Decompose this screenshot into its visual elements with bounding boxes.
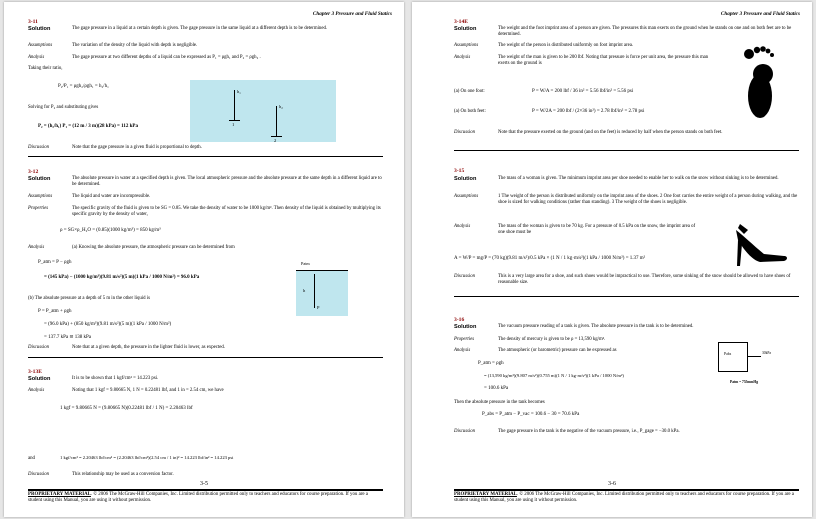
solution-label: Solution bbox=[28, 26, 51, 32]
properties-text: The specific gravity of the fluid is given to be SG = 0.85. We take the density of water to be 1000 kg/m³. Then density of the liquid is obtained by multiplying its specific gravity by the density of water, bbox=[72, 206, 381, 217]
solution-text: The absolute pressure in water at a specified depth is given. The local atmospheric pressure and the absolute pressure at the same depth in a different liquid are to be determined. bbox=[72, 176, 382, 187]
fig-h2: h₂ bbox=[279, 104, 283, 109]
pabs-equation-3: = 137.7 kPa ≅ 138 kPa bbox=[44, 335, 92, 340]
fig-pabs: Pabs bbox=[724, 352, 732, 356]
right-page bbox=[412, 2, 812, 517]
properties-label: Properties bbox=[454, 337, 475, 342]
footer-rule bbox=[28, 489, 383, 491]
area-equation: A = W/P = mg/P = (70 kg)(9.81 m/s²)/0.5 kPa × (1 N / 1 kg·m/s²)(1 kPa / 1000 N/m²) = 1.37 m² bbox=[454, 256, 646, 261]
page-number: 3-5 bbox=[200, 481, 208, 487]
fig-p: P bbox=[317, 305, 320, 310]
assumptions-label: Assumptions bbox=[28, 194, 53, 199]
analysis-label: Analysis bbox=[28, 388, 45, 393]
footer-text: . © 2006 The McGraw-Hill Companies, Inc. Limited distribution permitted only to teachers and educators for course preparation. If you are a student using this Manual, you are using it without permission. bbox=[28, 492, 368, 503]
footer-bold: PROPRIETARY MATERIAL bbox=[454, 492, 517, 497]
then-text: Then the absolute pressure in the tank becomes bbox=[454, 400, 545, 405]
discussion-label: Discussion bbox=[454, 274, 476, 279]
page-header: Chapter 3 Pressure and Fluid Statics bbox=[720, 11, 800, 17]
pabs-equation: P_abs = P_atm − P_vac = 100.6 − 30 = 70.6 kPa bbox=[482, 412, 580, 417]
analysis-text: The weight of the man is given to be 200 lbf. Noting that pressure is force per unit area, the pressure this man exerts on the ground is bbox=[498, 55, 709, 66]
fig-patm: Patm bbox=[301, 261, 310, 266]
fig-patm: Patm = 755mmHg bbox=[730, 380, 758, 384]
discussion-label: Discussion bbox=[28, 145, 50, 150]
discussion-label: Discussion bbox=[454, 429, 476, 434]
and-text: and bbox=[28, 456, 35, 461]
result-equation: P₂ = (h₂/h₁) P₁ = (12 m / 3 m)(28 kPa) = 112 kPa bbox=[38, 124, 138, 129]
left-page bbox=[4, 2, 404, 517]
properties-text: The density of mercury is given to be ρ = 13,590 kg/m³. bbox=[498, 337, 606, 342]
footer-text: . © 2006 The McGraw-Hill Companies, Inc. Limited distribution permitted only to teachers and educators for course preparation. If you are a student using this Manual, you are using it without permission. bbox=[454, 492, 794, 503]
analysis-text: The mass of the woman is given to be 70 kg. For a pressure of 0.5 kPa on the snow, the imprint area of one shoe must be bbox=[498, 224, 696, 235]
solution-text: It is to be shown that 1 kgf/cm² = 14.223 psi. bbox=[72, 376, 159, 381]
patm-equation-1: P_atm = ρgh bbox=[478, 361, 504, 366]
discussion-text: Note that at a given depth, the pressure in the lighter fluid is lower, as expected. bbox=[72, 345, 225, 350]
footer bbox=[28, 492, 378, 504]
solution-label: Solution bbox=[454, 26, 477, 32]
ratio-equation: P₂/P₁ = ρgh₂/ρgh₁ = h₂/h₁ bbox=[58, 84, 109, 89]
fig-h: h bbox=[303, 288, 306, 293]
psi-equation: 1 kgf/cm² = 2.20463 lbf/cm² = (2.20463 lbf/cm²)(2.54 cm / 1 in)² = 14.223 lbf/in² = 14.223 psi bbox=[60, 455, 234, 460]
discussion-text: Note that the pressure exerted on the ground (and on the feet) is reduced by half when the person stands on both feet. bbox=[498, 130, 723, 135]
footprint-icon bbox=[742, 44, 776, 126]
problem-id: 3-13E bbox=[28, 369, 42, 375]
analysis-label: Analysis bbox=[454, 348, 471, 353]
assumptions-text: The liquid and water are incompressible. bbox=[72, 194, 151, 199]
fig-h1: h₁ bbox=[237, 89, 241, 94]
fig-point-1: 1 bbox=[232, 122, 235, 127]
high-heel-shoe-icon bbox=[734, 220, 790, 268]
page-number: 3-6 bbox=[608, 481, 616, 487]
ratio-text: Taking their ratio, bbox=[28, 66, 63, 71]
one-foot-equation: P = W/A = 200 lbf / 36 in² = 5.56 lbf/in² = 5.56 psi bbox=[532, 89, 634, 94]
fig-30kpa: 30kPa bbox=[762, 351, 771, 355]
pabs-equation-2: = (96.0 kPa) + (850 kg/m³)(9.81 m/s²)(5 m)(1 kPa / 1000 N/m²) bbox=[44, 322, 172, 327]
part-b-text: (b) The absolute pressure at a depth of 5 m in the other liquid is bbox=[28, 296, 150, 301]
pabs-equation-1: P = P_atm + ρgh bbox=[38, 309, 72, 314]
case-a-text: (a) On one foot: bbox=[454, 89, 485, 94]
assumptions-text: The weight of the person is distributed uniformly on foot imprint area. bbox=[498, 43, 634, 48]
assumptions-label: Assumptions bbox=[454, 43, 479, 48]
analysis-text: The atmospheric (or barometric) pressure can be expressed as bbox=[498, 348, 617, 353]
divider bbox=[454, 150, 799, 151]
kgf-equation: 1 kgf = 9.80665 N = (9.80665 N)(0.22481 lbf / 1 N) = 2.20463 lbf bbox=[60, 406, 193, 411]
divider bbox=[28, 357, 383, 358]
case-b-text: (a) On both feet: bbox=[454, 109, 486, 114]
solution-text: The weight and the foot imprint area of a person are given. The pressures this man exerts on the ground when he stands on one and on both feet are to be determined. bbox=[498, 26, 792, 37]
fig-point-2: 2 bbox=[274, 138, 277, 143]
problem-id: 3-11 bbox=[28, 19, 38, 25]
patm-equation-1: P_atm = P − ρgh bbox=[38, 260, 72, 265]
assumptions-label: Assumptions bbox=[28, 43, 53, 48]
analysis-text: (a) Knowing the absolute pressure, the atmospheric pressure can be determined from bbox=[72, 245, 235, 250]
analysis-text: Noting that 1 kgf = 9.80665 N, 1 N = 0.22481 lbf, and 1 in = 2.54 cm, we have bbox=[72, 388, 224, 393]
problem-id: 3-14E bbox=[454, 19, 468, 25]
assumptions-text: The variation of the density of the liquid with depth is negligible. bbox=[72, 43, 198, 48]
analysis-label: Analysis bbox=[454, 224, 471, 229]
analysis-label: Analysis bbox=[454, 55, 471, 60]
solution-label: Solution bbox=[454, 324, 477, 330]
solution-label: Solution bbox=[28, 376, 51, 382]
analysis-text: The gage pressure at two different depths of a liquid can be expressed as P₁ = ρgh₁ and P₂ = ρgh₂ . bbox=[72, 55, 261, 60]
solution-label: Solution bbox=[454, 176, 477, 182]
page-header: Chapter 3 Pressure and Fluid Statics bbox=[312, 11, 392, 17]
analysis-label: Analysis bbox=[28, 245, 45, 250]
discussion-label: Discussion bbox=[28, 345, 50, 350]
tank-box bbox=[718, 342, 748, 372]
density-equation: ρ = SG×ρ_H₂O = (0.85)(1000 kg/m³) = 850 kg/m³ bbox=[60, 228, 161, 233]
problem-id: 3-12 bbox=[28, 169, 39, 175]
solution-label: Solution bbox=[28, 176, 51, 182]
discussion-label: Discussion bbox=[28, 472, 50, 477]
discussion-text: The gage pressure in the tank is the negative of the vacuum pressure, i.e., P_gage = −30.0 kPa. bbox=[498, 429, 680, 434]
problem-id: 3-15 bbox=[454, 168, 465, 174]
discussion-text: Note that the gage pressure in a given fluid is proportional to depth. bbox=[72, 145, 202, 150]
discussion-text: This is a very large area for a shoe, and such shoes would be impractical to use. Therefore, some sinking of the snow should be allowed to have shoes of reasonable size. bbox=[498, 274, 791, 285]
footer bbox=[454, 492, 794, 504]
problem-id: 3-16 bbox=[454, 317, 465, 323]
patm-equation-2: = (13,590 kg/m³)(9.807 m/s²)(0.755 m)(1 N / 1 kg·m/s²)(1 kPa / 1000 N/m²) bbox=[484, 373, 624, 378]
solution-text: The vacuum pressure reading of a tank is given. The absolute pressure in the tank is to be determined. bbox=[498, 324, 694, 329]
solving-text: Solving for P₂ and substituting gives bbox=[28, 105, 99, 110]
solution-text: The mass of a woman is given. The minimum imprint area per shoe needed to enable her to walk on the snow without sinking is to be determined. bbox=[498, 176, 779, 181]
solution-text: The gage pressure in a liquid at a certain depth is given. The gage pressure in the same liquid at a different depth is to be determined. bbox=[72, 26, 328, 31]
patm-equation-2: = (145 kPa) − (1000 kg/m³)(9.81 m/s²)(5 m)(1 kPa / 1000 N/m²) = 96.0 kPa bbox=[44, 275, 200, 280]
assumptions-label: Assumptions bbox=[454, 194, 479, 199]
divider bbox=[28, 156, 383, 157]
footer-rule bbox=[454, 489, 799, 491]
divider bbox=[454, 296, 799, 297]
assumptions-text: 1 The weight of the person is distributed uniformly on the imprint area of the shoes. 2 One foot carries the entire weight of a person during walking, and the shoe is sized for walking conditions (rather than standing). 3 The weight of the shoes is negligible. bbox=[498, 194, 798, 205]
discussion-text: This relationship may be used as a conversion factor. bbox=[72, 472, 174, 477]
both-feet-equation: P = W/2A = 200 lbf / (2×36 in²) = 2.78 lbf/in² = 2.78 psi bbox=[532, 109, 645, 114]
analysis-label: Analysis bbox=[28, 55, 45, 60]
discussion-label: Discussion bbox=[454, 130, 476, 135]
properties-label: Properties bbox=[28, 206, 49, 211]
patm-equation-3: = 100.6 kPa bbox=[484, 386, 509, 391]
footer-bold: PROPRIETARY MATERIAL bbox=[28, 492, 91, 497]
